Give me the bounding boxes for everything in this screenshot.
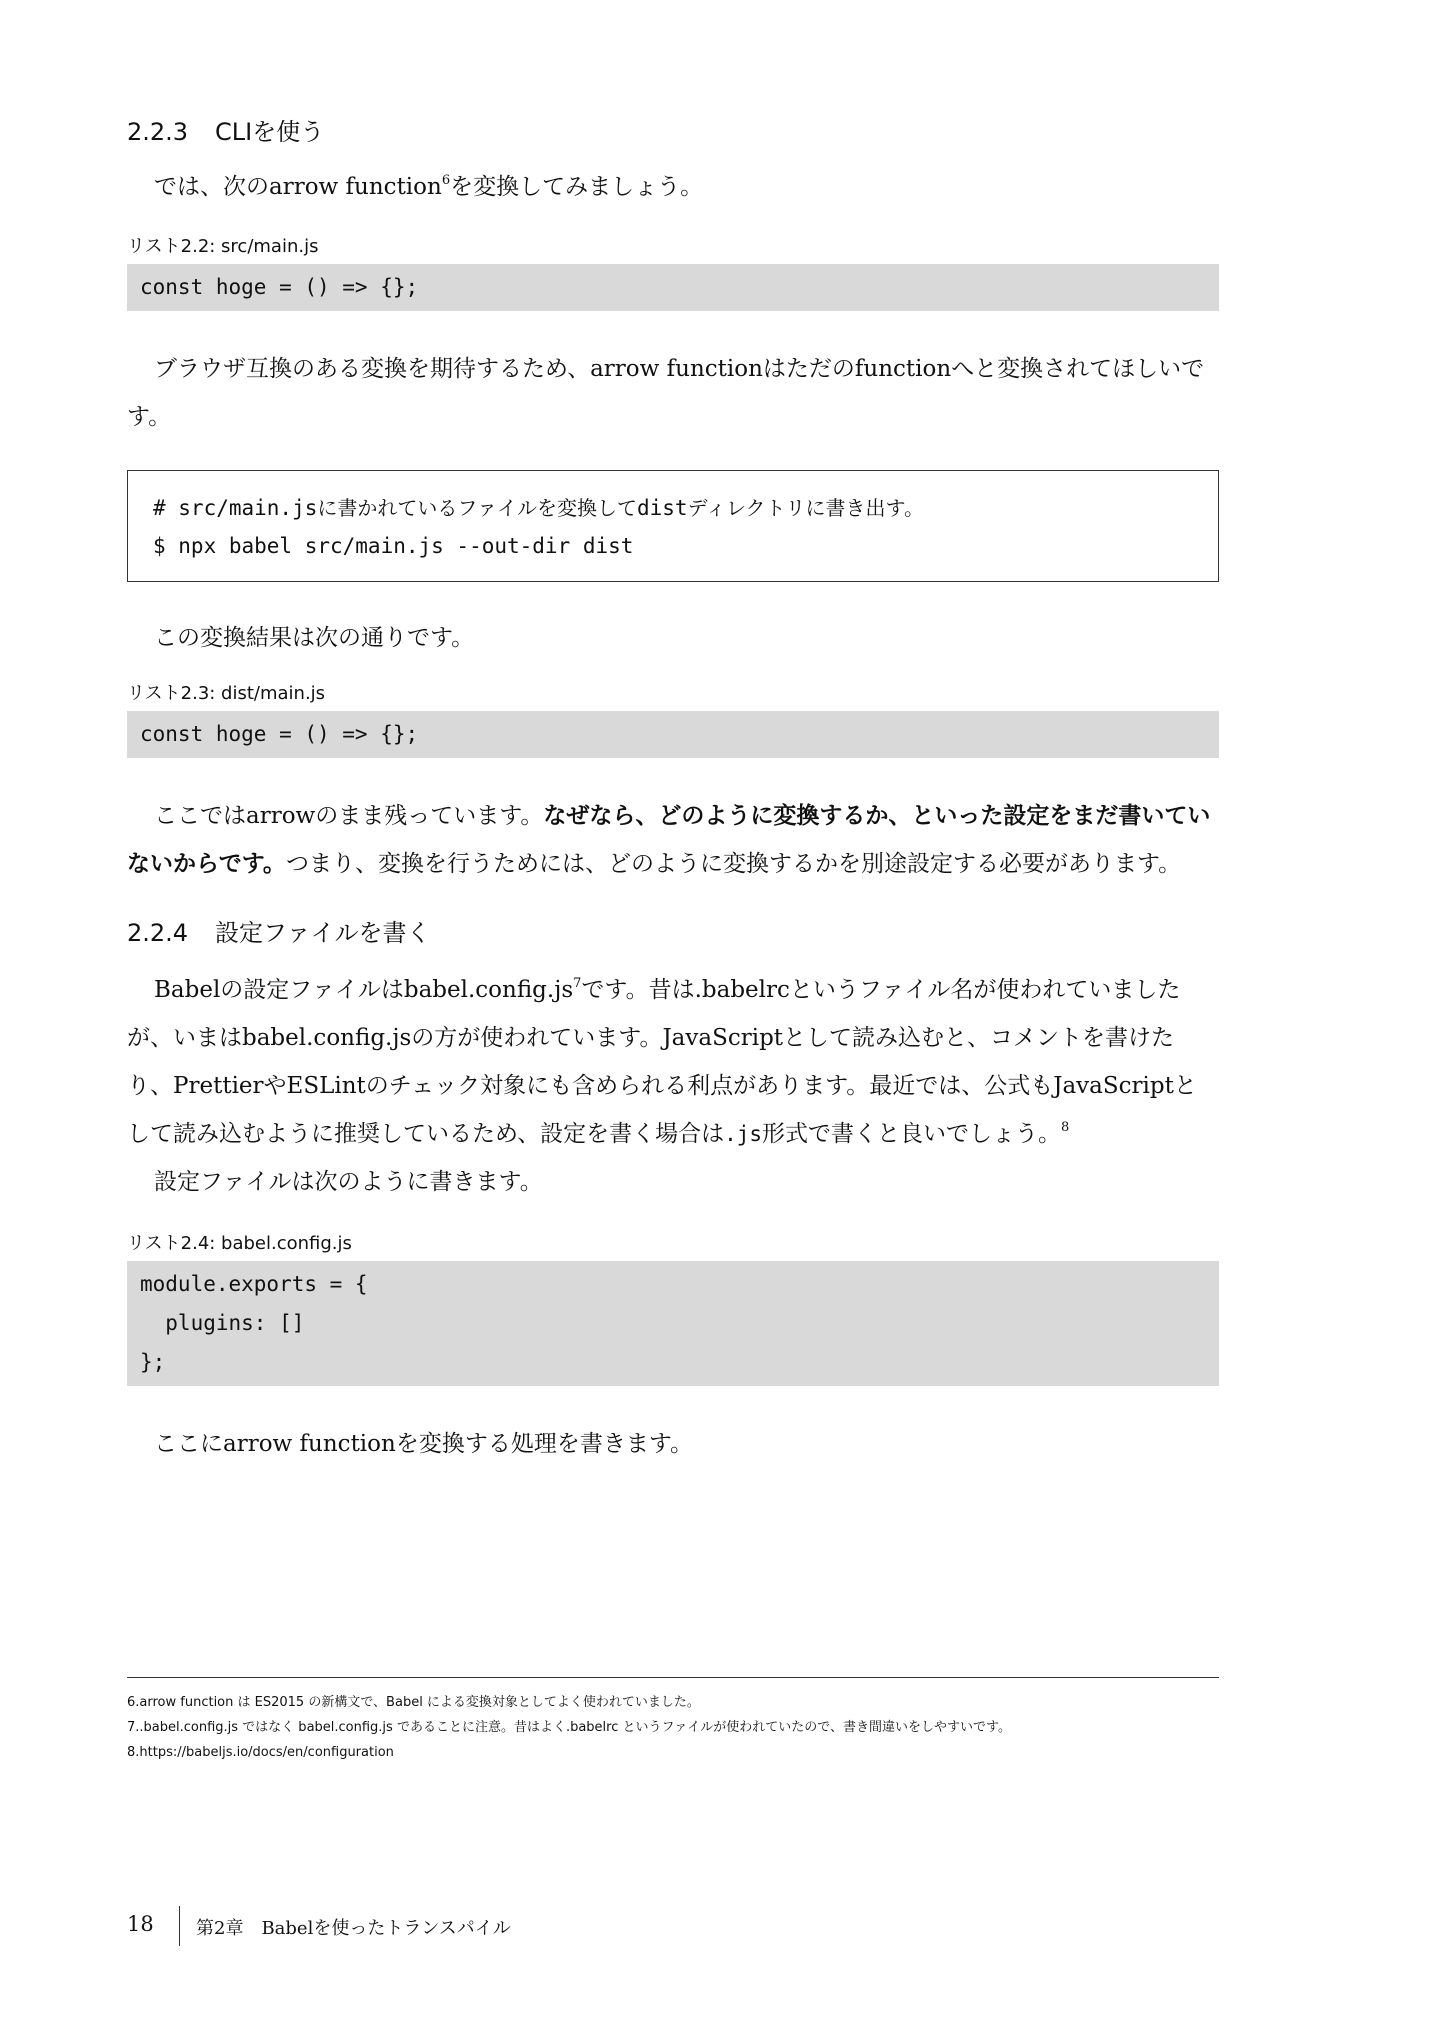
- paragraph-intro: では、次のarrow function$^6$を変換してみましょう。: [154, 173, 704, 200]
- paragraph-closing: ここにarrow functionを変換する処理を書きます。: [154, 1431, 693, 1457]
- paragraph-arrow-remains: ここではarrowのまま残っています。なぜなら、どのように変換するか、といった設定をまだ書いていないからです。つまり、変換を行うためには、どのように変換するかを別途設定する必要があります。: [127, 803, 1211, 877]
- footer-divider: [179, 1906, 180, 1946]
- paragraph-browser-compat: ブラウザ互換のある変換を期待するため、arrow functionはただのfunctionへと変換されてほしいです。: [127, 356, 1205, 430]
- command-block: # src/main.jsに書かれているファイルを変換してdistディレクトリに書き出す。 $ npx babel src/main.js --out-dir dist: [127, 470, 1219, 582]
- listing-caption-2-3: リスト2.3: dist/main.js: [127, 683, 326, 704]
- footnote-ref-6[interactable]: 6: [441, 173, 451, 188]
- code-block-babel-config: module.exports = { plugins: [] };: [127, 1261, 1219, 1386]
- code-block-dist-main: const hoge = () => {};: [127, 711, 1219, 758]
- footnote-6: 6.arrow function は ES2015 の新構文で、Babel による変換対象としてよく使われていました。: [127, 1695, 700, 1710]
- footnotes: [127, 1690, 1219, 1765]
- footnote-ref-7[interactable]: 7: [573, 976, 582, 991]
- paragraph-config-file: Babelの設定ファイルは$babel.config.js^7$です。昔は.babelrcというファイル名が使われていましたが、いまはbabel.config.jsの方が使われています。JavaScriptとして読み込むと、コメントを書けたり、PrettierやESLintのチェック対象にも含められる利点があります。最近では、公式もJavaScriptとして読み込むように推奨しているため、設定を書く場合は.js形式で書くと良いでしょう。$^8$: [127, 976, 1197, 1147]
- paragraph-result-intro: この変換結果は次の通りです。: [154, 625, 475, 651]
- footnote-7: 7..babel.config.js ではなく babel.config.js であることに注意。昔はよく.babelrc というファイルが使われていたので、書き間違いをしやすいです。: [127, 1720, 1011, 1735]
- section-heading-2-2-3: 2.2.3 CLIを使う: [127, 118, 325, 146]
- code-block-src-main: const hoge = () => {};: [127, 264, 1219, 311]
- page-number: 18: [127, 1912, 154, 1936]
- footnote-8[interactable]: 8.https://babeljs.io/docs/en/configuration: [127, 1745, 394, 1760]
- page-content: [127, 115, 1219, 1468]
- chapter-title: 第2章 Babelを使ったトランスパイル: [196, 1918, 511, 1939]
- footnote-ref-8[interactable]: 8: [1061, 1120, 1070, 1135]
- listing-caption-2-4: リスト2.4: babel.config.js: [127, 1233, 352, 1254]
- bold-emphasis: なぜなら、どのように変換するか、といった設定をまだ書いていないからです。: [127, 803, 1211, 877]
- listing-caption-2-2: リスト2.2: src/main.js: [127, 236, 319, 257]
- section-heading-2-2-4: 2.2.4 設定ファイルを書く: [127, 919, 431, 947]
- paragraph-config-intro: 設定ファイルは次のように書きます。: [154, 1169, 543, 1195]
- footnote-divider: [127, 1677, 1219, 1678]
